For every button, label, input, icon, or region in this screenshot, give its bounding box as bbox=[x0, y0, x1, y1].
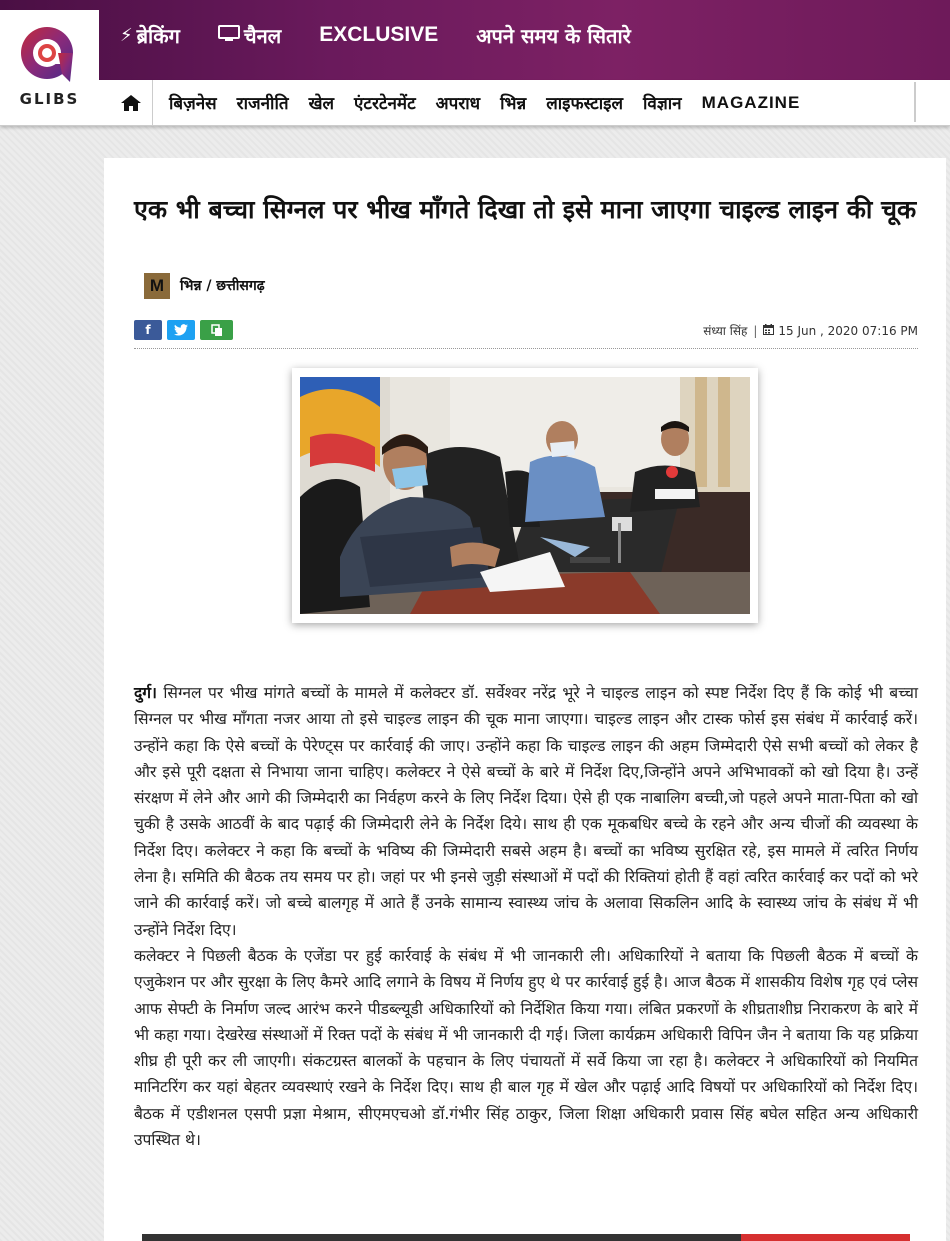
top-nav-breaking-label: ब्रेकिंग bbox=[136, 23, 180, 48]
top-nav-stars[interactable]: अपने समय के सितारे bbox=[476, 23, 631, 48]
facebook-icon: f bbox=[145, 323, 151, 337]
share-buttons bbox=[134, 320, 238, 340]
home-button[interactable] bbox=[110, 80, 153, 125]
paragraph-1-text: सिग्नल पर भीख मांगते बच्चों के मामले में कलेक्टर डॉ. सर्वेश्वर नरेंद्र भूरे ने चाइल्ड लाइन को स्पष्ट निर्देश दिए हैं कि कोई भी बच्चा सिग्नल पर भीख माँगता नजर आया तो इसे चाइल्ड लाइन की चूक माना जाएगा। चाइल्ड लाइन और टास्क फोर्स इस संबंध में कार्रवाई करें। उन्होंने कहा कि ऐसे बच्चों के पेरेण्ट्स पर कार्रवाई की जाए। उन्होंने कहा कि चाइल्ड लाइन की अहम जिम्मेदारी ऐसे सभी बच्चों को लेकर है और इसे पूरी दक्षता से निभाया जाना चाहिए। कलेक्टर ने ऐसे बच्चों के बारे में निर्देश दिए,जिन्होंने अपने अभिभावकों को खो दिया है। उन्हें संरक्षण में लेने और आगे की जिम्मेदारी का निर्वहण करने के लिए निर्देश दिया। ऐसे ही एक नाबालिग बच्ची,जो पहले अपने माता-पिता को खो चुकी है उसके आठवीं के बाद पढ़ाई की जिम्मेदारी लेने के निर्देश दिये। साथ ही एक मूकबधिर बच्चे के रहने और अन्य चीजों की व्यवस्था के निर्देश दिए। कलेक्टर ने कहा कि बच्चों के भविष्य की जिम्मेदारी सबसे अहम है। बच्चों का भविष्य सुरक्षित रहे, इस मामले में त्वरित निर्णय लेना है। समिति की बैठक तय समय पर हो। जहां पर भी इनसे जुड़ी संस्थाओं में पदों की रिक्तियां होती हैं वहां त्वरित कार्रवाई कर पदों को भरे जाने की कार्रवाई करें। जो बच्चे बालगृह में आते हैं उनके सामान्य स्वास्थ्य जांच के अलावा सिकलिन आदि के स्वास्थ्य जांच के संबंध में भी उन्होंने निर्देश दिए। bbox=[134, 684, 918, 939]
meta-divider bbox=[134, 348, 918, 349]
glibs-logo-icon bbox=[18, 24, 80, 86]
copy-icon bbox=[211, 324, 223, 337]
nav-sports[interactable]: खेल bbox=[308, 94, 334, 114]
logo-text: GLIBS bbox=[19, 90, 80, 108]
nav-politics[interactable]: राजनीति bbox=[236, 94, 289, 114]
nav-entertainment[interactable]: एंटरटेनमेंट bbox=[354, 94, 416, 114]
home-icon bbox=[120, 94, 142, 112]
nav-science[interactable]: विज्ञान bbox=[643, 94, 682, 114]
top-header-bar bbox=[0, 0, 950, 80]
article-paragraph bbox=[134, 680, 918, 943]
article-photo-frame bbox=[292, 368, 758, 623]
top-nav bbox=[120, 20, 669, 50]
top-nav-channel-label: चैनल bbox=[243, 23, 282, 48]
article-categories[interactable]: भिन्न / छत्तीसगढ़ bbox=[180, 278, 265, 294]
calendar-icon bbox=[763, 324, 774, 338]
nav-misc[interactable]: भिन्न bbox=[500, 94, 527, 114]
main-nav bbox=[0, 80, 950, 126]
nav-divider bbox=[914, 82, 916, 122]
dateline: दुर्ग। bbox=[134, 684, 157, 702]
nav-crime[interactable]: अपराध bbox=[435, 94, 481, 114]
nav-lifestyle[interactable]: लाइफस्टाइल bbox=[546, 94, 624, 114]
twitter-share-button[interactable] bbox=[167, 320, 195, 340]
author-avatar[interactable]: M bbox=[144, 273, 170, 299]
article-body bbox=[134, 680, 918, 1153]
nav-business[interactable]: बिज़नेस bbox=[169, 94, 217, 114]
article-title: एक भी बच्चा सिग्नल पर भीख माँगते दिखा तो इसे माना जाएगा चाइल्ड लाइन की चूक bbox=[134, 195, 917, 224]
nav-magazine[interactable]: MAGAZINE bbox=[701, 92, 801, 112]
site-logo[interactable] bbox=[0, 10, 99, 125]
top-nav-channel[interactable] bbox=[218, 22, 281, 49]
tv-icon bbox=[218, 24, 240, 47]
facebook-share-button[interactable] bbox=[134, 320, 162, 340]
top-nav-breaking[interactable] bbox=[120, 22, 180, 49]
article-card bbox=[104, 158, 946, 1241]
article-photo[interactable] bbox=[300, 377, 750, 614]
article-paragraph: कलेक्टर ने पिछली बैठक के एजेंडा पर हुई कार्रवाई के संबंध में भी जानकारी ली। अधिकारियों ने बताया कि पिछली बैठक में बच्चों के एजुकेशन पर और सुरक्षा के लिए कैमरे आदि लगाने के विषय में निर्णय हुए थे पर कार्रवाई हुई है। आज बैठक में शासकीय विशेष गृह एवं प्लेस आफ सेफ्टी के निर्माण जल्द आरंभ करने पीडब्ल्यूडी अधिकारियों को निर्देशित किया गया। लंबित प्रकरणों के शीघ्रताशीघ्र निराकरण के बारे में भी कहा गया। देखरेख संस्थाओं में रिक्त पदों के संबंध में भी जानकारी दी गई। जिला कार्यक्रम अधिकारी विपिन जैन ने बताया कि यह प्रक्रिया शीघ्र ही पूरी कर ली जाएगी। संकटग्रस्त बालकों के पहचान के लिए पंचायतों में सर्वे किया जा रहा है। कलेक्टर ने अधिकारियों को नियमित मानिटरिंग कर यहां बेहतर व्यवस्थाएं रखने के निर्देश दिए। साथ ही बाल गृह में खेल और पढ़ाई आदि विषयों पर अधिकारियों को निर्देश दिए। बैठक में एडीशनल एसपी प्रज्ञा मेश्राम, सीएमएचओ डॉ.गंभीर सिंह ठाकुर, जिला शिक्षा अधिकारी प्रवास सिंह बघेल सहित अन्य अधिकारी उपस्थित थे। bbox=[134, 946, 918, 1150]
article-meta bbox=[703, 322, 918, 339]
top-nav-exclusive[interactable]: EXCLUSIVE bbox=[319, 23, 439, 46]
bottom-ad-strip bbox=[142, 1234, 910, 1241]
meta-separator: | bbox=[753, 323, 758, 338]
copy-link-button[interactable] bbox=[200, 320, 233, 340]
author-name[interactable]: संध्या सिंह bbox=[703, 324, 748, 338]
publish-date: 15 Jun , 2020 07:16 PM bbox=[778, 323, 918, 338]
twitter-icon bbox=[174, 324, 188, 336]
lightning-icon: ⚡︎ bbox=[120, 24, 133, 46]
